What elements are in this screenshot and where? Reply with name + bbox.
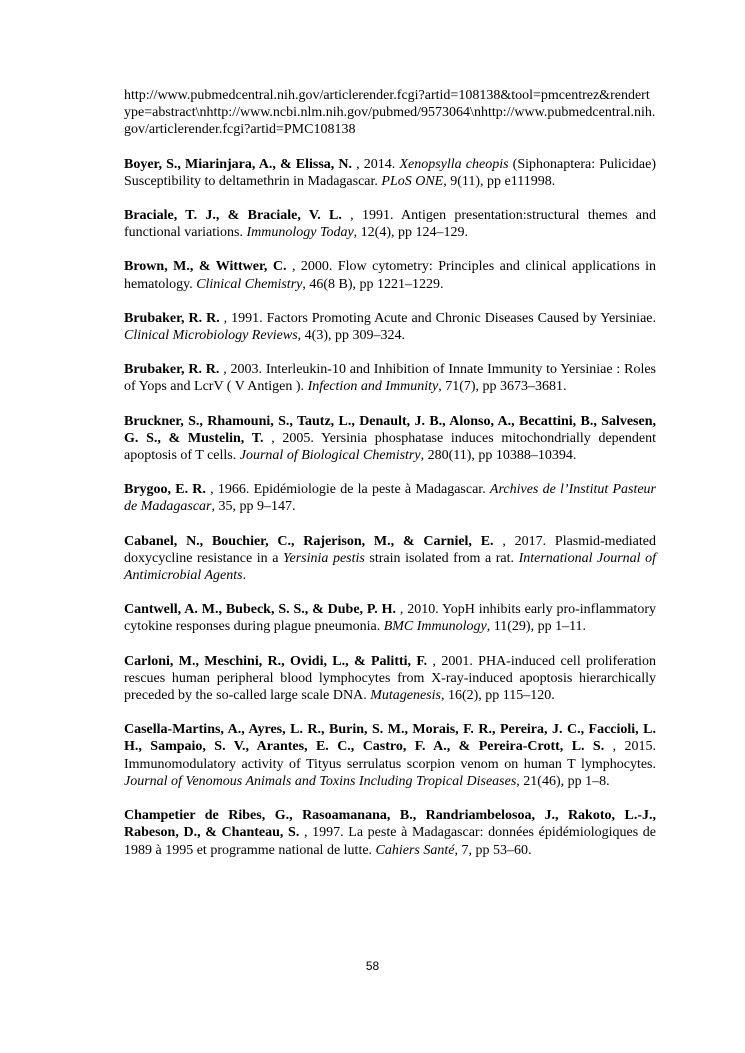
reference-details: . bbox=[242, 568, 247, 584]
reference-entry bbox=[124, 481, 656, 515]
reference-title: Antigen presentation:structural themes and functional variations. bbox=[124, 208, 656, 241]
reference-entry bbox=[124, 413, 656, 465]
reference-details: , 46(8 B), pp 1221–1229. bbox=[302, 276, 444, 292]
reference-year: , 2005. bbox=[263, 430, 322, 446]
reference-title-rest: (Siphonaptera: Pulicidae) Susceptibility to deltamethrin in Madagascar. bbox=[124, 156, 656, 189]
reference-authors: Brubaker, R. R. bbox=[124, 362, 220, 378]
reference-year: , 2003. bbox=[219, 362, 266, 378]
reference-title: Factors Promoting Acute and Chronic Diseases Caused by Yersiniae. bbox=[266, 310, 657, 326]
reference-entry bbox=[124, 807, 656, 859]
reference-title: PHA-induced cell proliferation rescues human peripheral blood lymphocytes from X-ray-induced apoptosis hierarchically preceded by the so-called large scale DNA. bbox=[124, 653, 657, 704]
reference-authors: Carloni, M., Meschini, R., Ovidi, L., & Palitti, F. bbox=[124, 653, 428, 669]
reference-entry bbox=[124, 653, 656, 705]
reference-details: , 35, pp 9–147. bbox=[211, 499, 296, 515]
reference-journal: Clinical Microbiology Reviews bbox=[124, 328, 298, 344]
reference-authors: Brown, M., & Wittwer, C. bbox=[124, 259, 287, 275]
reference-year: , 1997. bbox=[299, 825, 349, 841]
page-number: 58 bbox=[365, 959, 380, 973]
reference-year: , 1991. bbox=[219, 310, 267, 326]
reference-year: , 2001. bbox=[427, 653, 479, 669]
reference-details: , 16(2), pp 115–120. bbox=[440, 688, 555, 704]
reference-journal: Immunology Today bbox=[246, 225, 354, 241]
reference-journal: Infection and Immunity bbox=[307, 379, 439, 395]
reference-title: YopH inhibits early pro-inflammatory cytokine responses during plague pneumonia. bbox=[124, 602, 656, 635]
reference-italic-title: Yersinia pestis bbox=[282, 550, 365, 566]
reference-title: La peste à Madagascar: données épidémiologiques de 1989 à 1995 et programme national de lutte. bbox=[124, 825, 657, 858]
reference-list bbox=[124, 156, 656, 859]
reference-journal: International Journal of Antimicrobial Agents bbox=[124, 550, 657, 584]
reference-authors: Braciale, T. J., & Braciale, V. L. bbox=[124, 208, 342, 224]
reference-year: , 2010. bbox=[395, 602, 443, 618]
reference-journal: PLoS ONE bbox=[381, 173, 444, 189]
reference-title-rest: strain isolated from a rat. bbox=[364, 550, 519, 566]
reference-year: , 1966. bbox=[205, 482, 254, 498]
reference-journal: Clinical Chemistry bbox=[196, 276, 303, 292]
reference-title: Epidémiologie de la peste à Madagascar. bbox=[253, 482, 490, 498]
reference-title: Immunomodulatory activity of Tityus serrulatus scorpion venom on human T lymphocytes. bbox=[124, 756, 656, 772]
reference-authors: Brubaker, R. R. bbox=[124, 310, 220, 326]
reference-title: Plasmid-mediated doxycycline resistance in a bbox=[124, 533, 656, 566]
reference-entry bbox=[124, 258, 656, 292]
reference-authors: Champetier de Ribes, G., Rasoamanana, B., Randriambelosoa, J., Rakoto, L.-J., Rabeson, D., & Chanteau, S. bbox=[124, 808, 656, 841]
reference-year: , 1991. bbox=[341, 208, 401, 224]
reference-details: , 9(11), pp e111998. bbox=[443, 173, 556, 189]
url-continuation: http://www.pubmedcentral.nih.gov/articlerender.fcgi?artid=108138&tool=pmcentrez&rendertype=abstract\nhttp://www.ncbi.nlm.nih.gov/pubmed/9573064\nhttp://www.pubmedcentral.nih.gov/articlerender.fcgi?artid=PMC108138 bbox=[124, 88, 656, 138]
reference-details: , 7, pp 53–60. bbox=[454, 842, 532, 858]
reference-entry bbox=[124, 156, 656, 190]
reference-entry bbox=[124, 207, 656, 241]
reference-details: , 21(46), pp 1–8. bbox=[516, 773, 610, 789]
reference-entry bbox=[124, 310, 656, 344]
reference-title: Interleukin-10 and Inhibition of Innate Immunity to Yersiniae : Roles of Yops and LcrV ( V Antigen ). bbox=[124, 362, 656, 395]
reference-journal: BMC Immunology bbox=[383, 619, 487, 635]
reference-journal: Cahiers Santé bbox=[375, 842, 455, 858]
reference-year: , 2015. bbox=[604, 739, 656, 755]
reference-authors: Brygoo, E. R. bbox=[124, 482, 206, 498]
reference-details: , 11(29), pp 1–11. bbox=[486, 619, 587, 635]
reference-details: , 12(4), pp 124–129. bbox=[353, 225, 468, 241]
reference-authors: Bruckner, S., Rhamouni, S., Tautz, L., Denault, J. B., Alonso, A., Becattini, B., Salvesen, G. S., & Mustelin, T. bbox=[124, 413, 656, 446]
reference-details: , 71(7), pp 3673–3681. bbox=[438, 379, 567, 395]
reference-list-page bbox=[124, 87, 656, 876]
reference-entry bbox=[124, 361, 656, 395]
reference-authors: Cantwell, A. M., Bubeck, S. S., & Dube, P. H. bbox=[124, 602, 396, 618]
reference-authors: Casella-Martins, A., Ayres, L. R., Burin, S. M., Morais, F. R., Pereira, J. C., Faccioli, L. H., Sampaio, S. V., Arantes, E. C., Castro, F. A., & Pereira-Crott, L. S. bbox=[124, 722, 656, 755]
reference-details: , 280(11), pp 10388–10394. bbox=[420, 448, 577, 464]
reference-journal: Journal of Biological Chemistry bbox=[239, 448, 421, 464]
reference-authors: Cabanel, N., Bouchier, C., Rajerison, M., & Carniel, E. bbox=[124, 533, 494, 549]
reference-italic-title: Xenopsylla cheopis bbox=[399, 156, 509, 172]
reference-year: , 2017. bbox=[493, 533, 555, 549]
reference-entry bbox=[124, 533, 656, 585]
reference-year: , 2014. bbox=[352, 156, 400, 172]
reference-title: Yersinia phosphatase induces mitochondrially dependent apoptosis of T cells. bbox=[124, 430, 657, 464]
reference-journal: Mutagenesis bbox=[370, 688, 441, 704]
reference-entry bbox=[124, 721, 656, 790]
reference-journal: Journal of Venomous Animals and Toxins Including Tropical Diseases bbox=[124, 773, 517, 789]
reference-title: Flow cytometry: Principles and clinical applications in hematology. bbox=[124, 259, 656, 292]
reference-details: , 4(3), pp 309–324. bbox=[297, 328, 405, 344]
reference-authors: Boyer, S., Miarinjara, A., & Elissa, N. bbox=[124, 156, 353, 172]
reference-journal: Archives de l’Institut Pasteur de Madagascar bbox=[124, 482, 657, 515]
reference-entry bbox=[124, 601, 656, 635]
reference-year: , 2000. bbox=[286, 259, 338, 275]
